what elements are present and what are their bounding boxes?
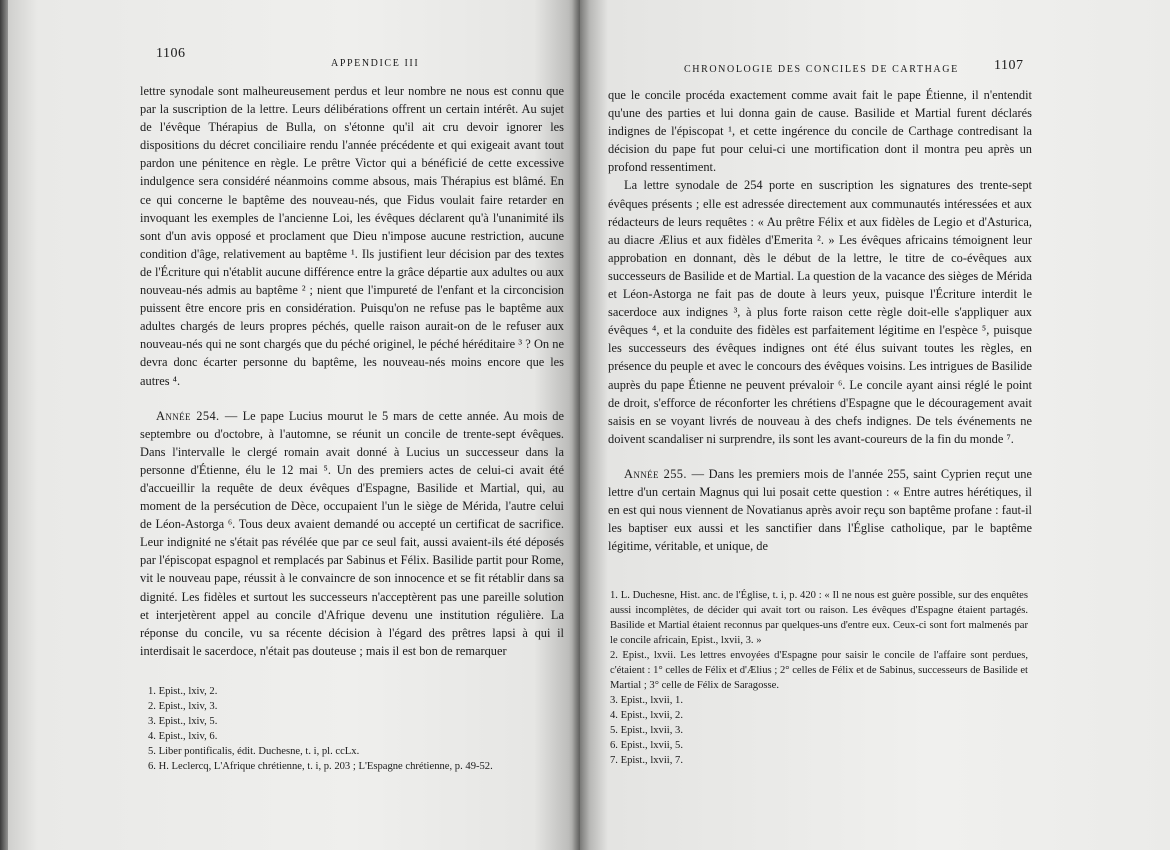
right-page: [580, 0, 1170, 850]
paragraph: lettre synodale sont malheureusement perdus et leur nombre ne nous est connu que par la suscription de la lettre. Leurs délibérations offrent un certain intérêt. Au sujet de l'évêque Thérapius de Bulla, on s'étonne qu'il ait cru devoir ignorer les dispositions du décret conciliaire rendu l'année précédente et qui exigeait avant tout pardon une pénitence en règle. Le prêtre Victor qui a bénéficié de cette excessive indulgence sera considéré néanmoins comme absous, mais Thérapius est blâmé. En ce qui concerne le baptême des nouveau-nés, que Fidus voulait faire retarder en invoquant les exemples de l'ancienne Loi, les évêques déclarent qu'à l'unanimité ils sont d'un avis opposé et proclament que Dieu n'impose aucune restriction, aucune condition d'âge, relativement au baptême ¹. Ils justifient leur décision par des textes de l'Écriture qui n'établit aucune différence entre la grâce départie aux adultes ou aux nouveau-nés admis au baptême ² ; nient que l'impureté de l'enfant et la circoncision puissent être encore pris en considération. Puisqu'on ne refuse pas le baptême aux adultes chargés de leurs propres péchés, quelle raison aurait-on de le refuser aux nouveau-nés qui ne sont chargés que du péché originel, le péché héréditaire ³ ? On ne devra donc écarter personne du baptême, les nouveau-nés moins encore que les autres ⁴.: [140, 84, 564, 388]
footnote: 5. Liber pontificalis, édit. Duchesne, t. i, pl. ccLx.: [148, 746, 360, 757]
footnote: 1. L. Duchesne, Hist. anc. de l'Église, t. i, p. 420 : « Il ne nous est guère possible, sur des enquêtes aussi incomplètes, de décider qui avait tort ou raison. Les évêques d'Espagne étaient partagés. Basilide et Martial étaient reconnus par quelques-uns d'entre eux. Ceux-ci sont fort malmenés par le concile africain, Epist., lxvii, 3. »: [610, 590, 1028, 646]
footnote: 6. Epist., lxvii, 5.: [610, 740, 683, 751]
right-body-text: [608, 86, 1032, 555]
paragraph-year-255: [608, 465, 1032, 555]
paragraph-text: Dans les premiers mois de l'année 255, saint Cyprien reçut une lettre d'un certain Magnus qui lui posait cette question : « Entre autres hérétiques, il en est qui nous viennent de Novatianus après avoir reçu son baptême profane : faut-il les baptiser eux aussi et les sanctifier dans l'Église catholique, par le baptême légitime, véritable, et unique, de: [608, 466, 1032, 554]
footnote: 3. Epist., lxvii, 1.: [610, 695, 683, 706]
page-number-left: 1106: [156, 46, 186, 61]
footnote: 5. Epist., lxvii, 3.: [610, 725, 683, 736]
running-head-left: APPENDICE III: [331, 58, 420, 69]
left-body-text: [140, 82, 564, 660]
footnote: 3. Epist., lxiv, 5.: [148, 716, 218, 727]
footnote: 2. Epist., lxiv, 3.: [148, 701, 218, 712]
running-head-right: CHRONOLOGIE DES CONCILES DE CARTHAGE: [684, 64, 959, 75]
right-footnotes: [610, 588, 1028, 768]
footnote: 4. Epist., lxiv, 6.: [148, 731, 218, 742]
year-label: Année 254. —: [156, 408, 238, 423]
left-footnotes: [148, 684, 562, 774]
footnote: 6. H. Leclercq, L'Afrique chrétienne, t. i, p. 203 ; L'Espagne chrétienne, p. 49-52.: [148, 761, 493, 772]
footnote: 7. Epist., lxvii, 7.: [610, 755, 683, 766]
footnote: 2. Epist., lxvii. Les lettres envoyées d'Espagne pour saisir le concile de l'affaire sont perdues, c'étaient : 1° celles de Félix et d'Ælius ; 2° celles de Félix et de Sabinus, successeurs de Basilide et Martial ; 3° celle de Félix de Saragosse.: [610, 650, 1028, 691]
paragraph-text: Le pape Lucius mourut le 5 mars de cette année. Au mois de septembre ou d'octobre, à l'automne, se réunit un concile de trente-sept évêques. Dans l'intervalle le clergé romain avait donné à Lucius un successeur dans la personne d'Étienne, élu le 12 mai ⁵. Un des premiers actes de celui-ci avait été d'accueillir la requête de deux évêques d'Espagne, Basilide et Martial, qui, au moment de la persécution de Dèce, occupaient l'un le siège de Mérida, l'autre celui de Léon-Astorga ⁶. Tous deux avaient demandé ou accepté un certificat de sacrifice. Leur indignité ne s'était pas révélée que par ce seul fait, aussi avaient-ils été déposés par l'épiscopat espagnol et remplacés par Sabinus et Félix. Basilide partit pour Rome, vit le nouveau pape, réussit à le convaincre de son innocence et se fit rétablir dans sa dignité. Les fidèles et surtout les successeurs n'acceptèrent pas une pareille solution et interjetèrent appel au concile d'Afrique devenu une institution régulière. La réponse du concile, vu sa récente décision à l'égard des prêtres lapsi à qui il interdisait le sacerdoce, n'était pas douteuse ; mais il est bon de remarquer: [140, 408, 564, 658]
paragraph: que le concile procéda exactement comme avait fait le pape Étienne, il n'entendit qu'une des parties et lui donna gain de cause. Basilide et Martial furent déclarés indignes de l'épiscopat ¹, et cette ingérence du concile de Carthage contredisant la décision du pape fut pour celui-ci une mortification dont il montra peu après un profond ressentiment.: [608, 88, 1032, 175]
left-page: [8, 0, 580, 850]
year-label: Année 255. —: [624, 466, 705, 481]
footnote: 4. Epist., lxvii, 2.: [610, 710, 683, 721]
footnote: 1. Epist., lxiv, 2.: [148, 686, 218, 697]
page-number-right: 1107: [994, 58, 1024, 73]
paragraph-year-254: [140, 407, 564, 660]
paragraph: La lettre synodale de 254 porte en suscription les signatures des trente-sept évêques présents ; elle est adressée directement aux communautés intéressées et aux rédacteurs de leurs requêtes : « Au prêtre Félix et aux fidèles de Legio et d'Asturica, au diacre Ælius et aux fidèles d'Emerita ². » Les évêques africains témoignent leur approbation en donnant, dès le début de la lettre, le titre de co-évêques aux successeurs de Basilide et de Martial. La question de la vacance des sièges de Mérida et Léon-Astorga ne fait pas de doute à leurs yeux, puisque l'Écriture interdit le sacerdoce aux indignes ³, à plus forte raison cette règle doit-elle s'appliquer aux évêques ⁴, et la conduite des fidèles est parfaitement légitime en l'espèce ⁵, puisque les successeurs des évêques indignes ont été élus suivant toutes les règles, en présence du peuple et avec le concours des évêques voisins. Les intrigues de Basilide auprès du pape Étienne ne peuvent prévaloir ⁶. Le concile ayant ainsi réglé le point de droit, s'efforce de réconforter les chrétiens d'Espagne que le découragement avait saisis en se voyant livrés de nouveau à des chefs indignes. De tels événements ne doivent scandaliser ni surprendre, ils sont les avant-coureurs de la fin du monde ⁷.: [608, 178, 1032, 446]
